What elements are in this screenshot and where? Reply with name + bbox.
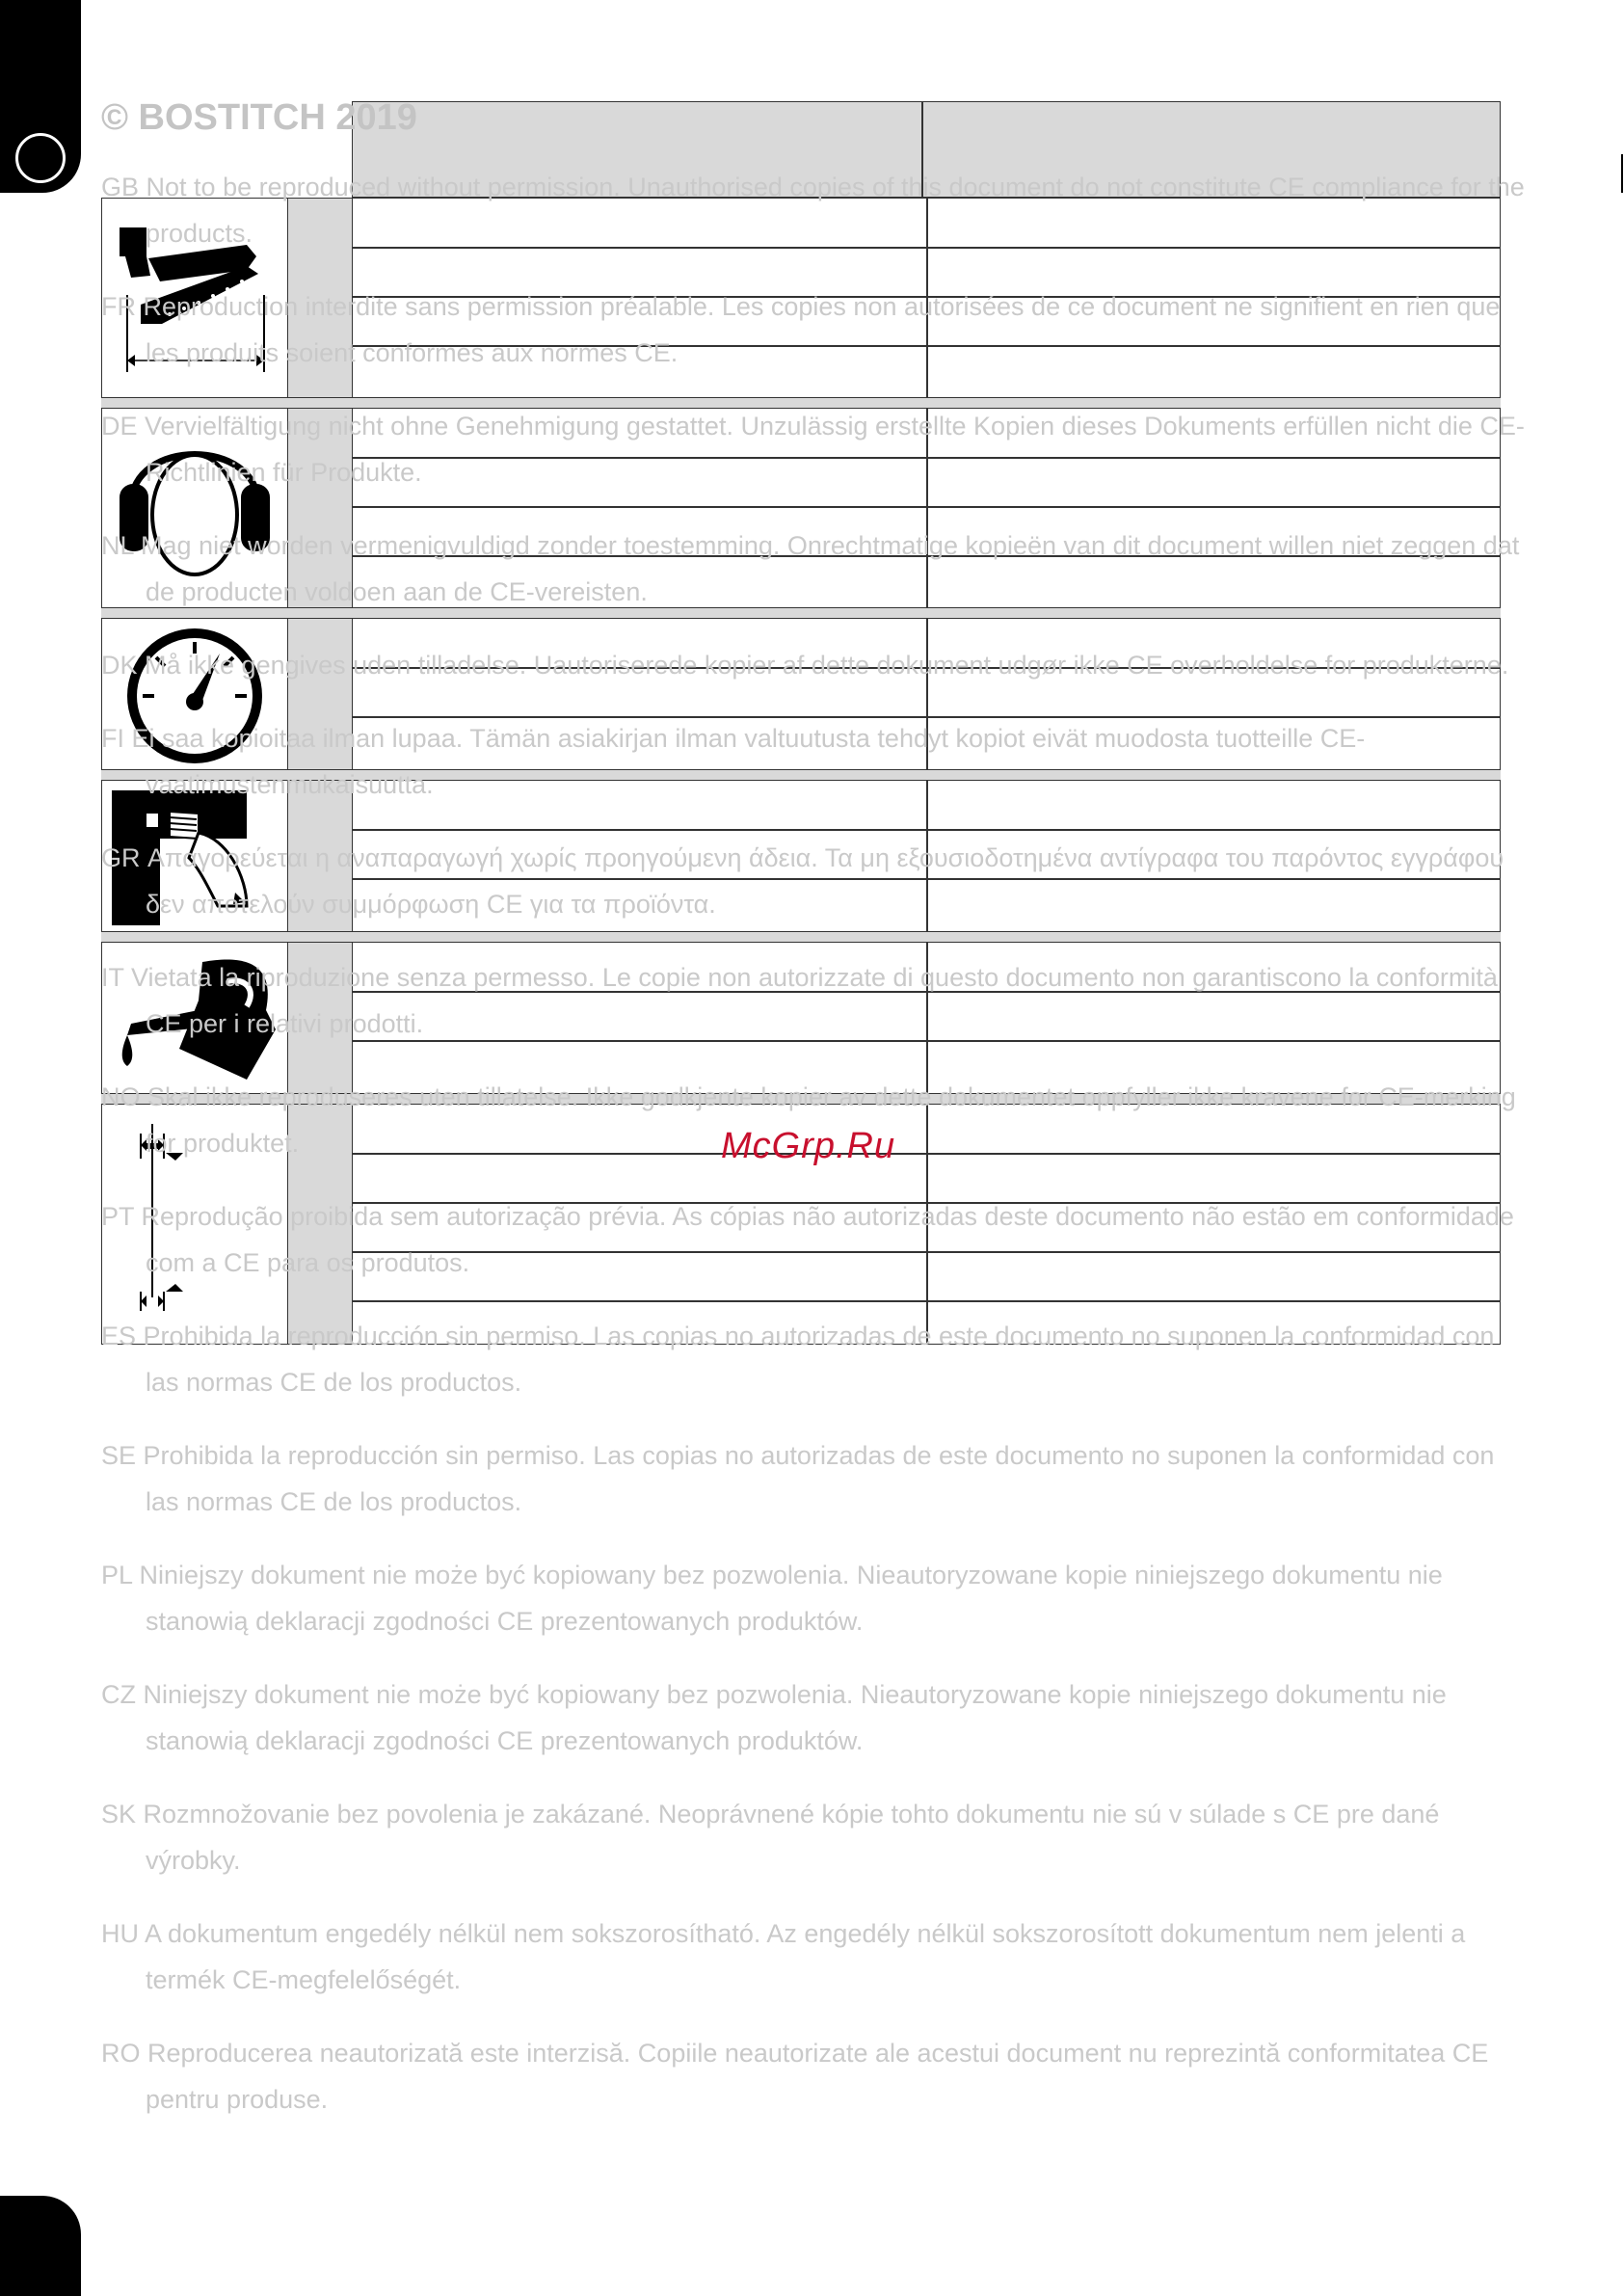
notice-fr — [101, 283, 1528, 376]
notice-it — [101, 954, 1528, 1047]
notice-text: Rozmnožovanie bez povolenia je zakázané. Neoprávnené kópie tohto dokumentu nie sú v súlade s CE pre dané výrobky. — [143, 1800, 1440, 1875]
copyright-notices — [101, 93, 1528, 2149]
circle-icon — [15, 133, 66, 183]
notice-cz — [101, 1671, 1528, 1764]
notice-lang-code: DK — [101, 651, 138, 680]
notice-text: Niniejszy dokument nie może być kopiowany bez pozwolenia. Nieautoryzowane kopie niniejszego dokumentu nie stanowią deklaracji zgodności CE prezentowanych produktów. — [143, 1680, 1447, 1755]
notice-gr — [101, 835, 1528, 927]
notice-text: Niniejszy dokument nie może być kopiowany bez pozwolenia. Nieautoryzowane kopie niniejszego dokumentu nie stanowią deklaracji zgodności CE prezentowanych produktów. — [139, 1561, 1443, 1636]
notice-lang-code: NO — [101, 1082, 141, 1111]
notice-lang-code: PT — [101, 1202, 135, 1231]
notice-lang-code: GB — [101, 173, 140, 201]
edge-mark — [1621, 154, 1623, 193]
notice-lang-code: IT — [101, 963, 124, 992]
notice-fi — [101, 715, 1528, 808]
notice-lang-code: HU — [101, 1919, 139, 1948]
notice-se — [101, 1432, 1528, 1525]
page-side-tab-bottom — [0, 2196, 81, 2296]
watermark: McGrp.Ru — [721, 1126, 896, 1166]
notice-text: Reprodução proibida sem autorização prévia. As cópias não autorizadas deste documento não estão em conformidade com a CE para os produtos. — [141, 1202, 1514, 1277]
notice-text: Reproducerea neautorizată este interzisă. Copiile neautorizate ale acestui document nu reprezintă conformitatea CE pentru produse. — [146, 2039, 1489, 2114]
notice-ro — [101, 2030, 1528, 2122]
notice-pt — [101, 1193, 1528, 1286]
notice-text: Skal ikke reproduseres uten tillatelse. Ikke godkjente kopier av dette dokumentet oppfyller ikke kravene for CE-merking for produktet. — [146, 1082, 1516, 1158]
notice-lang-code: FR — [101, 292, 136, 321]
notice-text: Prohibida la reproducción sin permiso. Las copias no autorizadas de este documento no suponen la conformidad con las normas CE de los productos. — [143, 1322, 1495, 1397]
notice-pl — [101, 1552, 1528, 1644]
notice-text: Prohibida la reproducción sin permiso. Las copias no autorizadas de este documento no suponen la conformidad con las normas CE de los productos. — [143, 1441, 1495, 1516]
notice-sk — [101, 1791, 1528, 1883]
notice-text: Ei saa kopioitaa ilman lupaa. Tämän asiakirjan ilman valtuutusta tehdyt kopiot eivät muodosta tuotteille CE-vaatimustenmukaisuutta. — [131, 724, 1366, 799]
notice-lang-code: CZ — [101, 1680, 136, 1709]
notice-lang-code: PL — [101, 1561, 133, 1589]
notice-text: Vervielfältigung nicht ohne Genehmigung gestattet. Unzulässig erstellte Kopien dieses Dokuments erfüllen nicht die CE-Richtlinien für Produkte. — [145, 412, 1525, 487]
notice-text: Not to be reproduced without permission. Unauthorised copies of this document do not constitute CE compliance for the products. — [146, 173, 1525, 248]
notice-text: Må ikke gengives uden tilladelse. Uautoriserede kopier af dette dokument udgør ikke CE overholdelse for produkterne. — [145, 651, 1509, 680]
notice-text: Reproduction interdite sans permission préalable. Les copies non autorisées de ce document ne signifient en rien que les produits soient conformes aux normes CE. — [143, 292, 1501, 367]
notice-lang-code: SK — [101, 1800, 137, 1829]
notice-hu — [101, 1910, 1528, 2003]
notice-lang-code: FI — [101, 724, 124, 753]
notice-lang-code: GR — [101, 843, 141, 872]
notice-gb — [101, 164, 1528, 256]
notice-de — [101, 403, 1528, 495]
notice-es — [101, 1313, 1528, 1405]
notice-text: Vietata la riproduzione senza permesso. Le copie non autorizzate di questo documento non garantiscono la conformità CE per i relativi prodotti. — [131, 963, 1498, 1038]
notice-lang-code: ES — [101, 1322, 137, 1350]
notice-nl — [101, 522, 1528, 615]
notice-lang-code: DE — [101, 412, 138, 441]
brand-mark: © BOSTITCH 2019 — [101, 97, 417, 138]
notice-lang-code: RO — [101, 2039, 141, 2068]
notice-text: Mag niet worden vermenigvuldigd zonder toestemming. Onrechtmatige kopieën van dit document willen niet zeggen dat de producten voldoen aan de CE-vereisten. — [141, 531, 1520, 606]
notice-dk — [101, 642, 1528, 688]
notice-lang-code: NL — [101, 531, 134, 560]
notice-text: A dokumentum engedély nélkül nem sokszorosítható. Az engedély nélkül sokszorosított dokumentum nem jelenti a termék CE-megfelelőségét. — [145, 1919, 1466, 1994]
page-side-tab-top — [0, 0, 81, 193]
notice-text: Απαγορεύεται η αναπαραγωγή χωρίς προηγούμενη άδεια. Τα μη εξουσιοδοτημένα αντίγραφα του παρόντος εγγράφου δεν αποτελούν συμμόρφωση CE για τα προϊόντα. — [146, 843, 1504, 919]
notice-lang-code: SE — [101, 1441, 137, 1470]
